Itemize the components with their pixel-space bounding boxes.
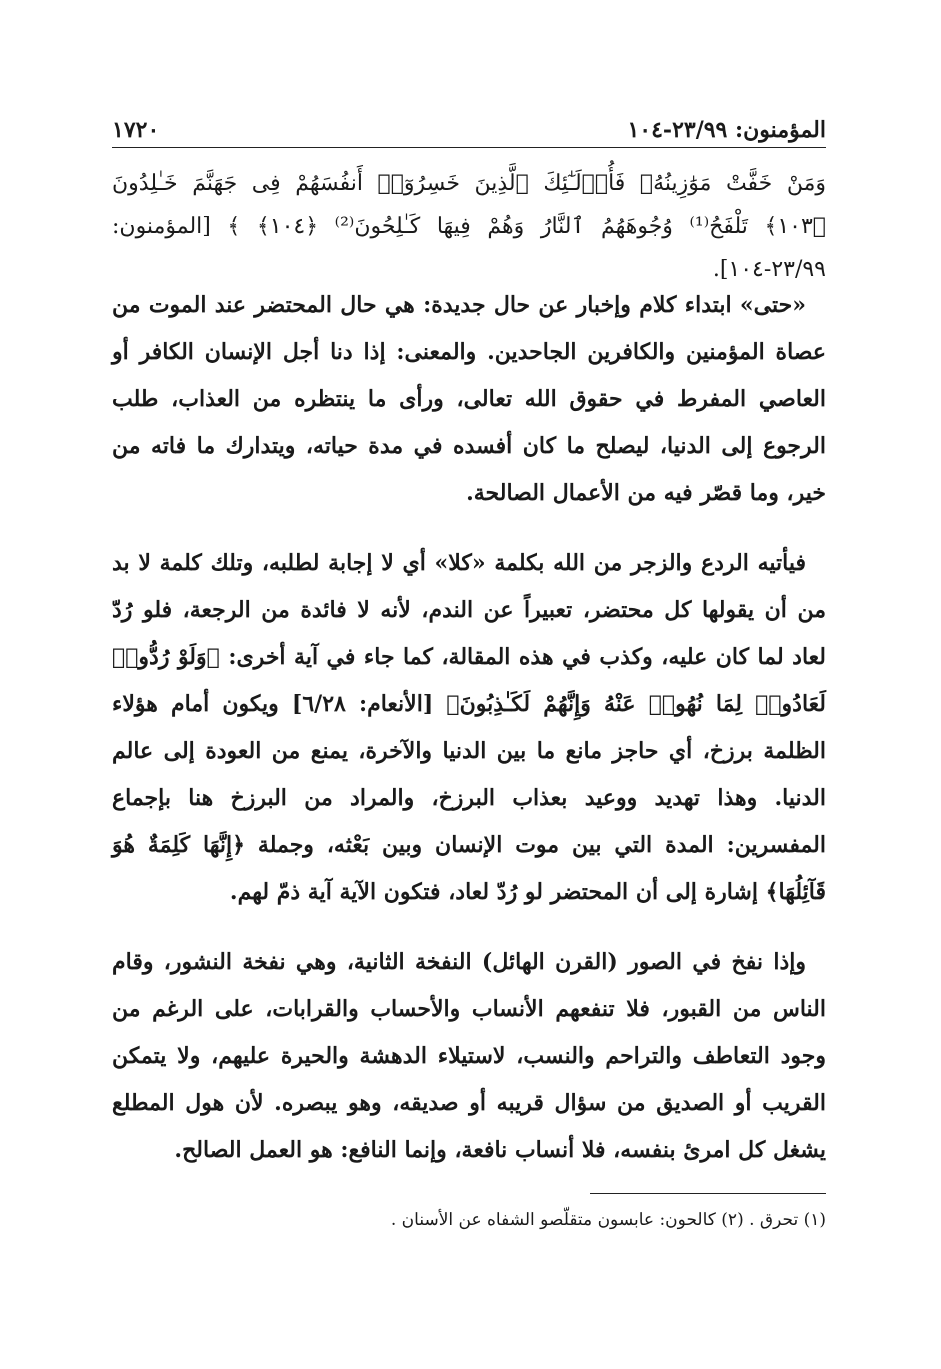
footnote: (١) تحرق . (٢) كالحون: عابسون متقلّصو الشفاه عن الأسنان . <box>390 1210 826 1230</box>
header-title: المؤمنون: ٢٣/٩٩-١٠٤ <box>627 117 826 143</box>
paragraph-text: فيأتيه الردع والزجر من الله بكلمة «كلا» أي لا إجابة لطلبه، وتلك كلمة لا بد من أن يقولها كل محتضر، تعبيراً عن الندم، لأنه لا فائدة من الرجعة، فلو رُدّ لعاد لما كان عليه، وكذب في هذه المقالة، كما جاء في آية أخرى: ﴿وَلَوْ رُدُّوا۟ لَعَادُوا۟ لِمَا نُهُوا۟ عَنْهُ وَإِنَّهُمْ لَكَـٰذِبُونَ﴾ [الأنعام: ٦/٢٨] ويكون أمام هؤلاء الظلمة برزخ، أي حاجز مانع ما بين الدنيا والآخرة، يمنع من العودة إلى عالم الدنيا. وهذا تهديد ووعيد بعذاب البرزخ، والمراد من البرزخ هنا بإجماع المفسرين: المدة التي بين موت الإنسان وبين بَعْثه، وجملة ﴿إِنَّهَا كَلِمَةٌ هُوَ قَآئِلُهَا﴾ إشارة إلى أن المحتضر لو رُدّ لعاد، فتكون الآية آية ذمّ لهم. <box>112 550 826 905</box>
paragraph-text: «حتى» ابتداء كلام وإخبار عن حال جديدة: هي حال المحتضر عند الموت من عصاة المؤمنين والكافرين الجاحدين. والمعنى: إذا دنا أجل الإنسان الكافر أو العاصي المفرط في حقوق الله تعالى، ورأى ما ينتظره من العذاب، طلب الرجوع إلى الدنيا، ليصلح ما كان أفسده في مدة حياته، ويتدارك ما فاته من خير، وما قصّر فيه من الأعمال الصالحة. <box>112 292 826 506</box>
paragraph <box>112 540 826 916</box>
running-header <box>112 112 826 148</box>
paragraph-text: وإذا نفخ في الصور (القرن الهائل) النفخة الثانية، وهي نفخة النشور، وقام الناس من القبور، فلا تنفعهم الأنساب والأحساب والقرابات، على الرغم من وجود التعاطف والتراحم والنسب، لاستيلاء الدهشة والحيرة عليهم، ولا يتمكن القريب أو الصديق من سؤال قريبه أو صديقه، وهو يبصره. لأن هول المطلع يشغل كل امرئ بنفسه، فلا أنساب نافعة، وإنما النافع: هو العمل الصالح. <box>112 949 826 1163</box>
paragraph <box>112 939 826 1174</box>
quran-verse: وَمَنْ خَفَّتْ مَوَٰزِينُهُۥ فَأُو۟لَـٰٓئِكَ ٱلَّذِينَ خَسِرُوٓا۟ أَنفُسَهُمْ فِى جَهَنَّمَ خَـٰلِدُونَ ﴿١٠٣﴾ تَلْفَحُ⁽¹⁾ وُجُوهَهُمُ ٱلنَّارُ وَهُمْ فِيهَا كَـٰلِحُونَ⁽²⁾ ﴿١٠٤﴾ ﴾ [المؤمنون: ٢٣/٩٩-١٠٤]. <box>112 171 826 282</box>
body-text <box>112 282 826 1197</box>
paragraph <box>112 282 826 517</box>
page-number: ١٧٢٠ <box>112 117 160 143</box>
footnote-divider <box>590 1193 826 1194</box>
